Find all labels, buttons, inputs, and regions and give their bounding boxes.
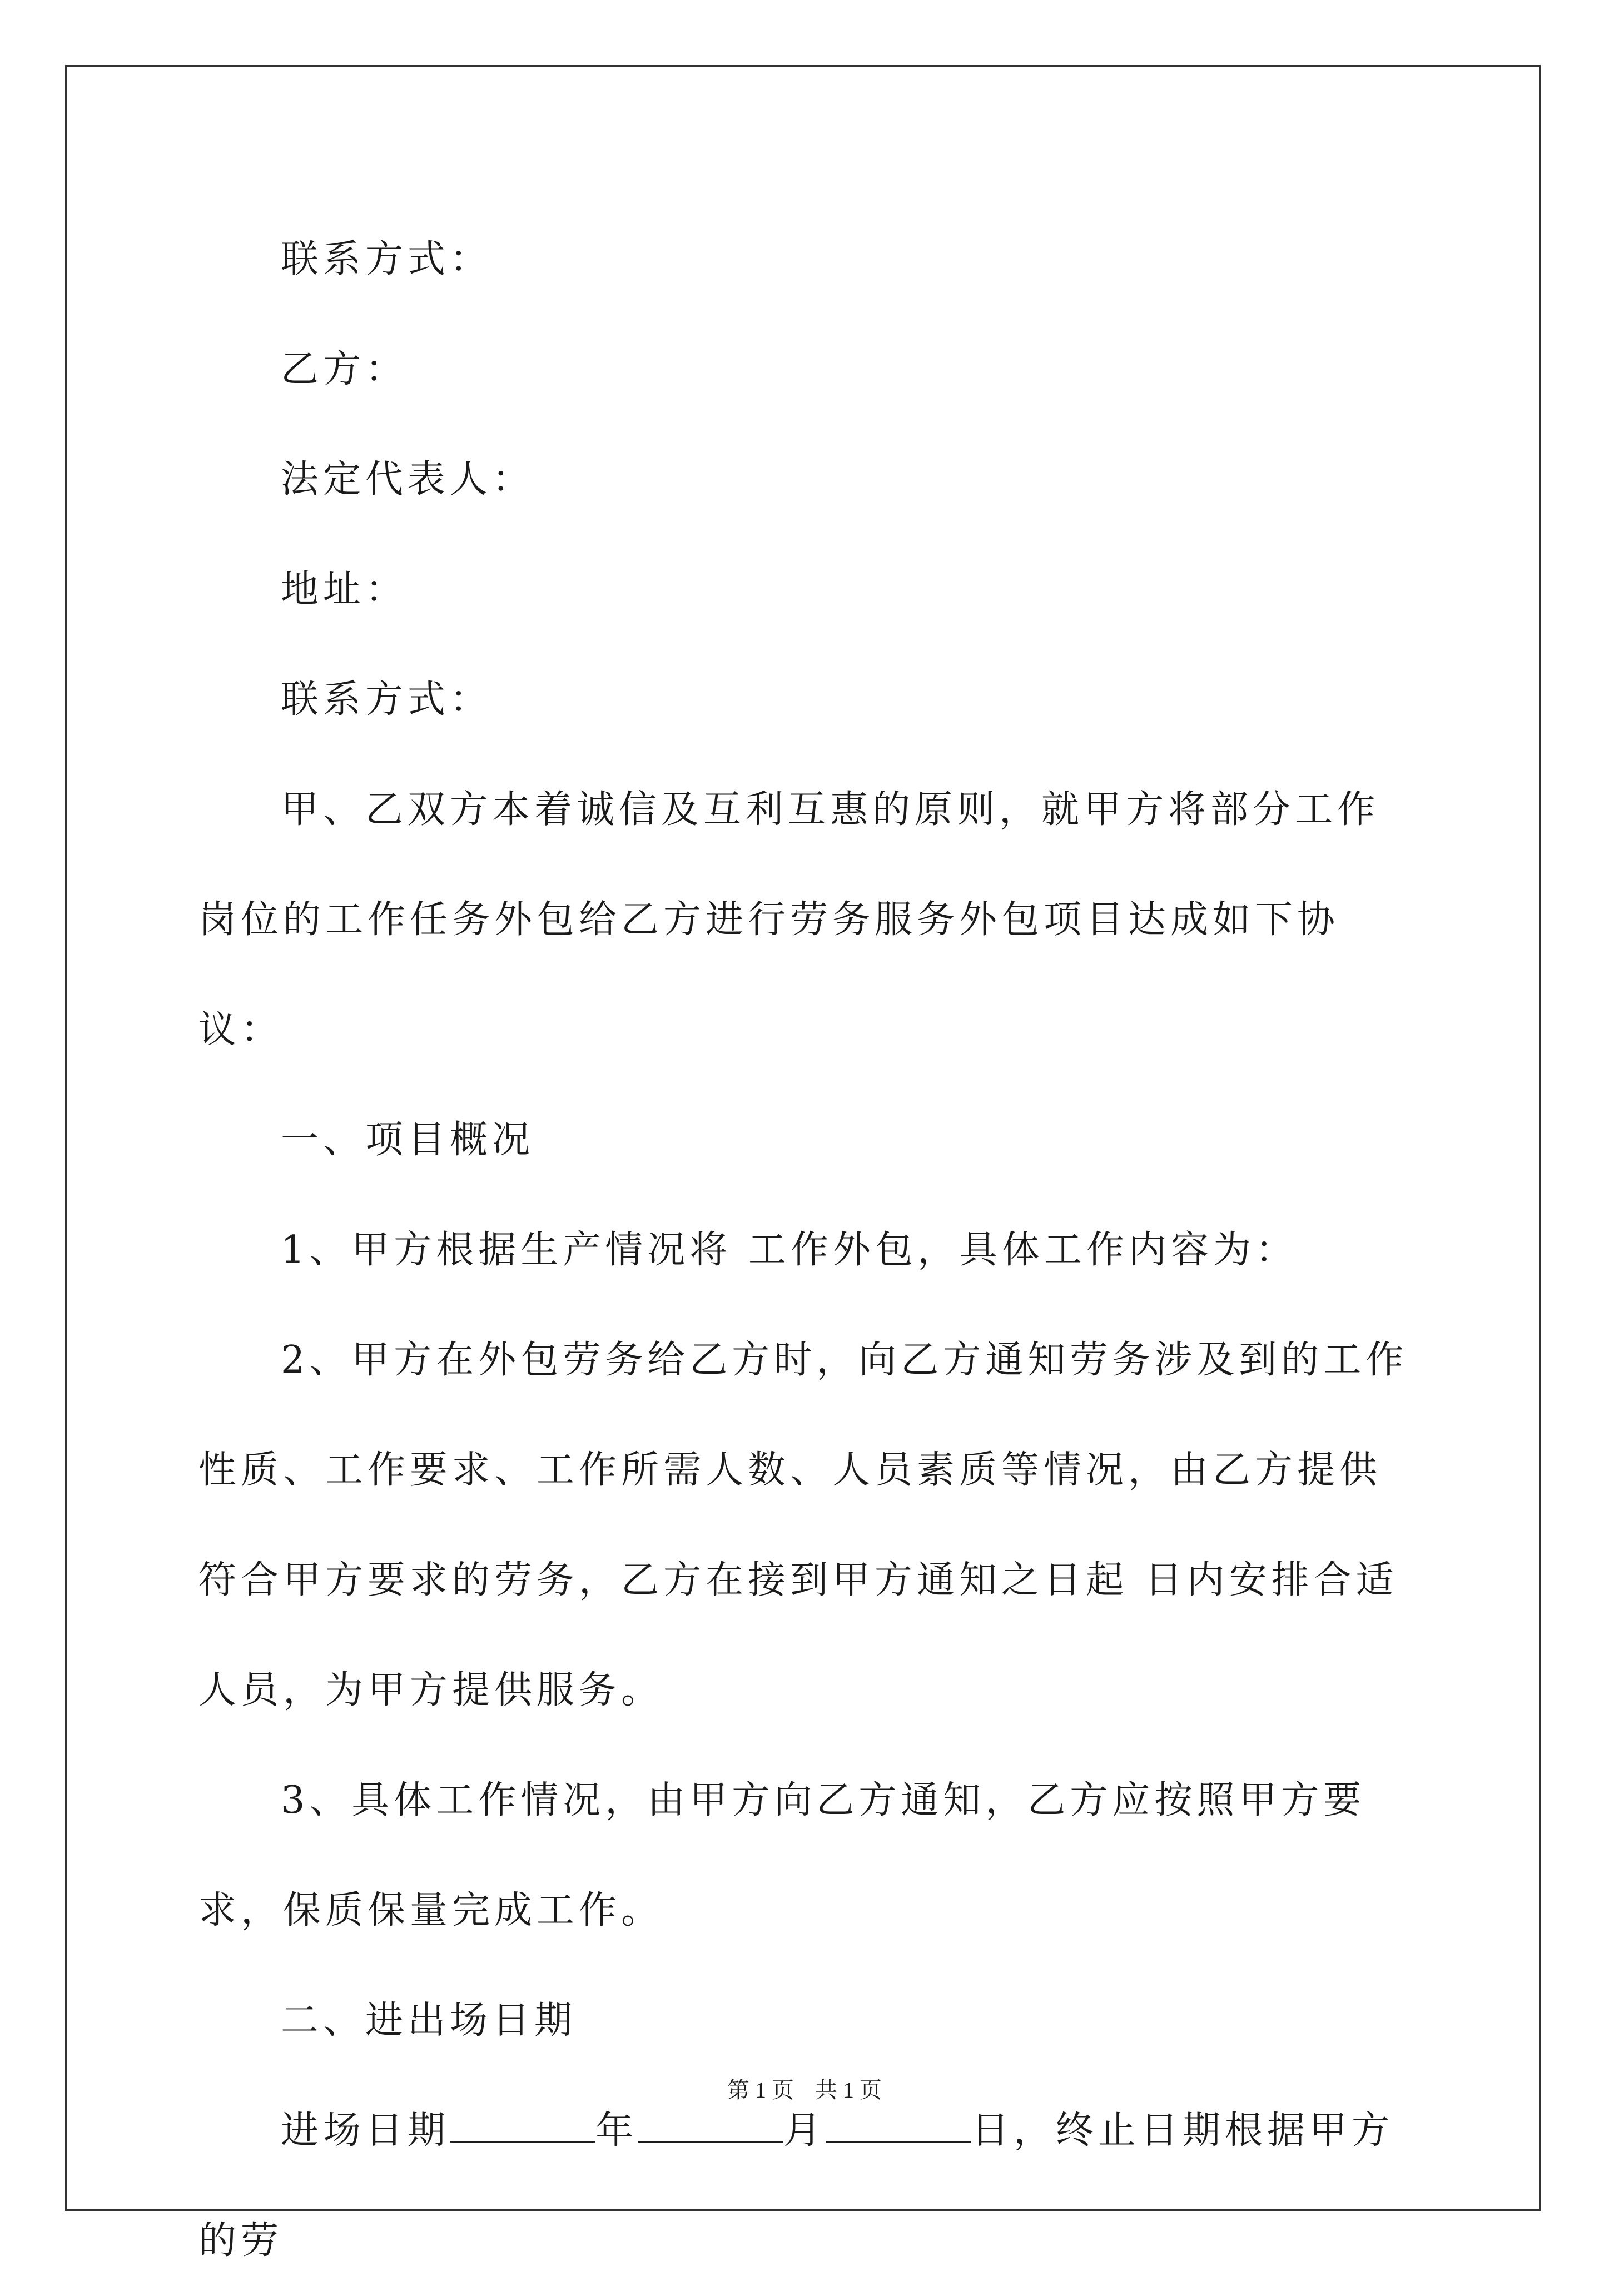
entry-year-label: 年 (595, 2109, 638, 2153)
clause-2-labor-notice: 2、甲方在外包劳务给乙方时，向乙方通知劳务涉及到的工作性质、工作要求、工作所需人数、人员素质等情况，由乙方提供符合甲方要求的劳务，乙方在接到甲方通知之日起 日内安排合适人员，为甲方提供服务。 (198, 1338, 1408, 1712)
entry-date-line (198, 2076, 1416, 2296)
preamble-paragraph: 甲、乙双方本着诚信及互利互惠的原则，就甲方将部分工作岗位的工作任务外包给乙方进行劳务服务外包项目达成如下协议： (198, 788, 1380, 1052)
clause-1-work-outsourcing: 1、甲方根据生产情况将 工作外包，具体工作内容为： (281, 1228, 1298, 1272)
address-line: 地址： (281, 568, 408, 612)
entry-month-label: 月 (783, 2109, 826, 2153)
entry-year-blank[interactable] (450, 2110, 595, 2143)
document-body (198, 205, 1416, 2296)
section-heading-project-overview: 一、项目概况 (281, 1118, 535, 1162)
entry-month-blank[interactable] (638, 2110, 783, 2143)
legal-representative-line: 法定代表人： (281, 458, 535, 501)
contact-line-party-a: 联系方式： (281, 237, 493, 281)
entry-day-blank[interactable] (826, 2110, 971, 2143)
page-number: 第 1 页 (727, 2078, 794, 2103)
contact-line-party-b: 联系方式： (281, 678, 493, 722)
page-total: 共 1 页 (815, 2078, 882, 2103)
party-b-line: 乙方： (281, 347, 408, 391)
entry-day-suffix: 日，终止日期根据甲方的劳 (198, 2109, 1394, 2263)
entry-date-prefix: 进场日期 (281, 2109, 450, 2153)
section-heading-entry-exit-dates: 二、进出场日期 (281, 1999, 577, 2042)
clause-3-work-quality: 3、具体工作情况，由甲方向乙方通知，乙方应按照甲方要求，保质保量完成工作。 (198, 1778, 1366, 1932)
page-footer (0, 2073, 1609, 2104)
